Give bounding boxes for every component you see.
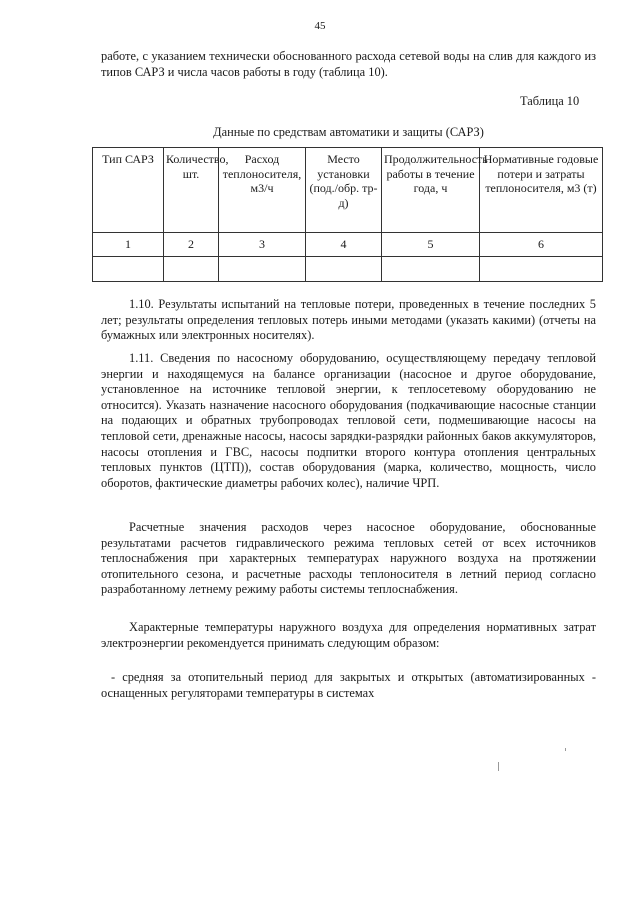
empty-cell xyxy=(219,256,306,281)
column-number-cell: 2 xyxy=(164,233,219,257)
column-number-cell: 6 xyxy=(480,233,603,257)
paragraph-calculated-flows: Расчетные значения расходов через насосное оборудование, обоснованные результатами расчетов гидравлического режима тепловых сетей от всех источников теплоснабжения при характерных температурах наружного воздуха на протяжении отопительного сезона, и расчетные расходы теплоносителя в летний период согласно разработанному летнему режиму работы системы теплоснабжения. xyxy=(101,520,596,597)
list-item: - средняя за отопительный период для закрытых и открытых (автоматизированных - оснащенных регуляторами температуры в системах xyxy=(101,670,596,700)
scan-artifact-mark xyxy=(565,748,566,751)
column-number-cell: 5 xyxy=(382,233,480,257)
empty-cell xyxy=(480,256,603,281)
table-row xyxy=(93,256,603,281)
empty-cell xyxy=(382,256,480,281)
header-cell: Количество, шт. xyxy=(164,148,219,233)
header-cell: Продолжительность работы в течение года, ч xyxy=(382,148,480,233)
table-header-row xyxy=(93,148,603,233)
page-number: 45 xyxy=(314,20,326,32)
empty-cell xyxy=(164,256,219,281)
paragraph-1-10: 1.10. Результаты испытаний на тепловые потери, проведенных в течение последних 5 лет; результаты определения тепловых потерь иными методами (указать какими) (отчеты на бумажных или электронных носителях). xyxy=(101,297,596,343)
paragraph-intro: работе, с указанием технически обоснованного расхода сетевой воды на слив для каждого из типов САРЗ и числа часов работы в году (таблица 10). xyxy=(101,49,596,79)
table-row xyxy=(93,233,603,257)
paragraph-temperatures: Характерные температуры наружного воздуха для определения нормативных затрат электроэнергии рекомендуется принимать следующим образом: xyxy=(101,620,596,650)
column-number-cell: 1 xyxy=(93,233,164,257)
table-caption: Данные по средствам автоматики и защиты (САРЗ) xyxy=(213,125,484,139)
table-label: Таблица 10 xyxy=(520,94,580,108)
paragraph-1-11: 1.11. Сведения по насосному оборудованию, осуществляющему передачу тепловой энергии и находящемуся на балансе организации (насосное и другое оборудование, установленное на источнике тепловой энергии, к теплосетевому оборудованию не относится). Указать назначение насосного оборудования (подкачивающие насосные станции на подающих и обратных трубопроводах тепловой сети, подмешивающие насосы на тепловой сети, дренажные насосы, насосы зарядки-разрядки районных баков аккумуляторов, насосы отопления и ГВС, насосы подпитки второго контура отопления центральных тепловых пунктов (ЦТП)), состав оборудования (марка, количество, мощность, число оборотов, фактические диаметры рабочих колес), наличие ЧРП. xyxy=(101,351,596,490)
header-cell: Расход теплоносителя, м3/ч xyxy=(219,148,306,233)
empty-cell xyxy=(306,256,382,281)
scan-artifact-mark xyxy=(498,762,499,771)
column-number-cell: 4 xyxy=(306,233,382,257)
empty-cell xyxy=(93,256,164,281)
header-cell: Место установки (под./обр. тр-д) xyxy=(306,148,382,233)
column-number-cell: 3 xyxy=(219,233,306,257)
header-cell: Нормативные годовые потери и затраты теплоносителя, м3 (т) xyxy=(480,148,603,233)
header-cell: Тип САРЗ xyxy=(93,148,164,233)
sarz-table xyxy=(92,147,603,282)
